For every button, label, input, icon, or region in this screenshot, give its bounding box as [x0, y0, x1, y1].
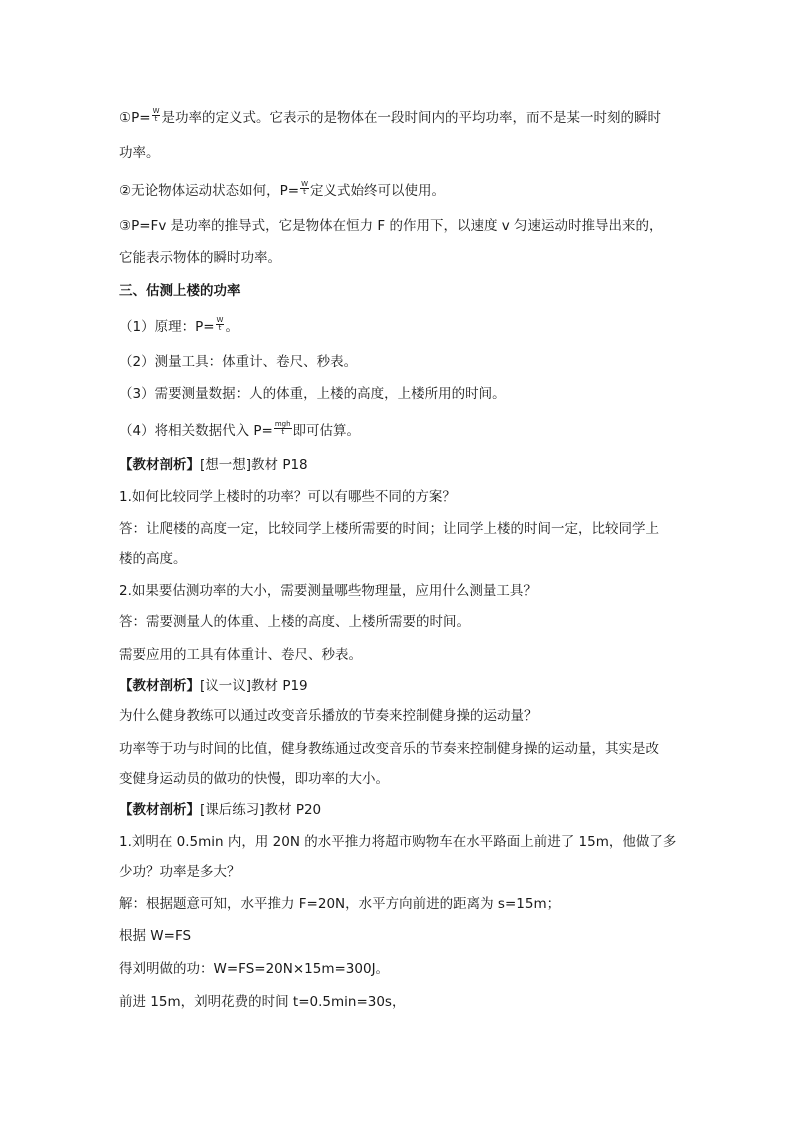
solution-line-1: 解：根据题意可知，水平推力 F=20N，水平方向前进的距离为 s=15m； [119, 896, 561, 912]
question-2: 2.如果要估测功率的大小，需要测量哪些物理量，应用什么测量工具？ [119, 583, 537, 599]
answer-2: 答：需要测量人的体重、上楼的高度、上楼所需要的时间。 [119, 614, 470, 630]
solution-line-2: 根据 W=FS [119, 928, 192, 944]
fraction-denominator: t [281, 427, 285, 436]
fraction-mgh-over-t [274, 421, 292, 436]
exercise-1: 1.刘明在 0.5min 内，用 20N 的水平推力将超市购物车在水平路面上前进了 15m，他做了多 [119, 834, 677, 850]
analysis-heading-p20 [119, 801, 321, 819]
answer-1-cont: 楼的高度。 [119, 551, 187, 567]
fraction-w-over-t [300, 181, 309, 196]
list-item-data: （3）需要测量数据：人的体重，上楼的高度，上楼所用的时间。 [119, 386, 506, 402]
answer-1: 答：让爬楼的高度一定，比较同学上楼所需要的时间；让同学上楼的时间一定，比较同学上 [119, 521, 659, 537]
para-definition-always-valid [119, 179, 445, 200]
exercise-1-cont: 少功？功率是多大？ [119, 864, 241, 880]
answer-cont: 变健身运动员的做功的快慢，即功率的大小。 [119, 771, 389, 787]
text: （4）将相关数据代入 P= [119, 423, 273, 439]
text: （1）原理：P= [119, 319, 215, 335]
analysis-label: 【教材剖析】 [119, 802, 200, 818]
text: 定义式始终可以使用。 [309, 183, 445, 199]
fraction-w-over-t [216, 317, 225, 332]
analysis-ref: [课后练习]教材 P20 [200, 802, 322, 818]
solution-line-3: 得刘明做的功：W=FS=20N×15m=300J。 [119, 961, 390, 977]
para-power-definition-cont: 功率。 [119, 145, 160, 161]
para-derived-formula: ③P=Fv 是功率的推导式，它是物体在恒力 F 的作用下，以速度 v 匀速运动时推导出来的， [119, 218, 663, 234]
analysis-heading-p18 [119, 456, 308, 474]
analysis-ref: [想一想]教材 P18 [200, 457, 308, 473]
text: ②无论物体运动状态如何，P= [119, 183, 300, 199]
question: 为什么健身教练可以通过改变音乐播放的节奏来控制健身操的运动量？ [119, 708, 538, 724]
fraction-denominator: t [303, 187, 306, 196]
solution-line-4: 前进 15m，刘明花费的时间 t=0.5min=30s， [119, 994, 406, 1010]
analysis-heading-p19 [119, 677, 308, 695]
answer-2-cont: 需要应用的工具有体重计、卷尺、秒表。 [119, 647, 362, 663]
analysis-ref: [议一议]教材 P19 [200, 678, 308, 694]
text: 。 [225, 319, 239, 335]
analysis-label: 【教材剖析】 [119, 678, 200, 694]
text: 是功率的定义式。它表示的是物体在一段时间内的平均功率，而不是某一时刻的瞬时 [161, 110, 661, 126]
fraction-w-over-t [152, 108, 161, 123]
answer: 功率等于功与时间的比值，健身教练通过改变音乐的节奏来控制健身操的运动量，其实是改 [119, 741, 659, 757]
question-1: 1.如何比较同学上楼时的功率？可以有哪些不同的方案？ [119, 489, 456, 505]
fraction-numerator: mgh [274, 419, 291, 428]
list-item-tools: （2）测量工具：体重计、卷尺、秒表。 [119, 354, 358, 370]
list-item-principle [119, 315, 239, 336]
text: ①P= [119, 110, 151, 126]
section-heading: 三、估测上楼的功率 [119, 283, 241, 299]
para-derived-formula-cont: 它能表示物体的瞬时功率。 [119, 250, 281, 266]
text: 即可估算。 [292, 423, 361, 439]
fraction-numerator: W [301, 179, 308, 188]
fraction-numerator: W [152, 106, 160, 115]
fraction-numerator: W [216, 315, 224, 324]
fraction-denominator: t [218, 323, 222, 332]
list-item-estimate [119, 419, 361, 440]
fraction-denominator: t [154, 114, 158, 123]
para-power-definition [119, 106, 661, 127]
analysis-label: 【教材剖析】 [119, 457, 200, 473]
